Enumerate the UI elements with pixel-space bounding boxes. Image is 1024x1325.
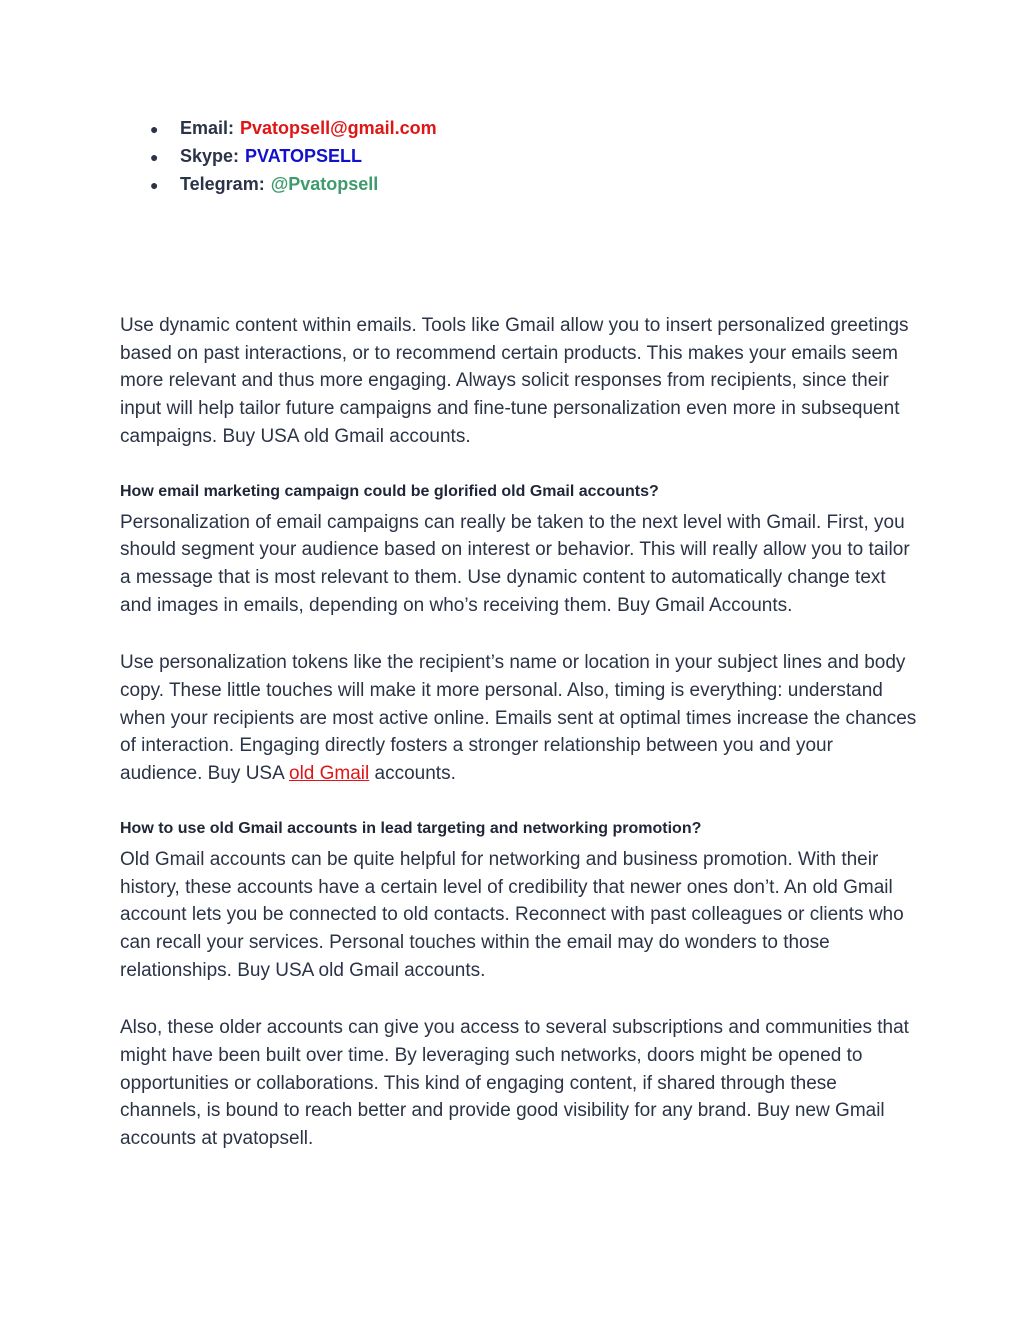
article-body bbox=[120, 312, 920, 1153]
contact-skype bbox=[150, 146, 437, 174]
skype-value: PVATOPSELL bbox=[245, 146, 363, 166]
contact-label: Email: bbox=[180, 118, 235, 138]
body-paragraph: Personalization of email campaigns can really be taken to the next level with Gmail. First, you should segment your audience based on interest or behavior. This will really allow you to tailor a message that is most relevant to them. Use dynamic content to automatically change text and images in emails, depending on who’s receiving them. Buy Gmail Accounts. bbox=[120, 511, 910, 616]
body-paragraph: Old Gmail accounts can be quite helpful for networking and business promotion. With their history, these accounts have a certain level of credibility that newer ones don’t. An old Gmail account lets you be connected to old contacts. Reconnect with past colleagues or clients who can recall your services. Personal touches within the email may do wonders to those relationships. Buy USA old Gmail accounts. bbox=[120, 848, 904, 981]
bullet-icon: ● bbox=[150, 121, 159, 137]
body-paragraph bbox=[120, 649, 920, 788]
bullet-icon: ● bbox=[150, 149, 159, 165]
body-paragraph: Also, these older accounts can give you access to several subscriptions and communities that might have been built over time. By leveraging such networks, doors might be opened to opportunities or collaborations. This kind of engaging content, if shared through these channels, is bound to reach better and provide good visibility for any brand. Buy new Gmail accounts at pvatopsell. bbox=[120, 1017, 909, 1150]
section-heading: How email marketing campaign could be glorified old Gmail accounts? bbox=[120, 482, 659, 500]
contact-label: Telegram: bbox=[180, 174, 265, 194]
email-value: Pvatopsell@gmail.com bbox=[240, 118, 437, 138]
old-gmail-link[interactable]: old Gmail bbox=[289, 763, 370, 785]
bullet-icon: ● bbox=[150, 177, 159, 193]
paragraph-text: Use personalization tokens like the recipient’s name or location in your subject lines and body copy. These little touches will make it more personal. Also, timing is everything: understand when your recipients are most active online. Emails sent at optimal times increase the chances of interaction. Engaging directly fosters a stronger relationship between you and your audience. Buy USA bbox=[120, 652, 917, 785]
contact-telegram bbox=[150, 174, 437, 202]
paragraph-text: accounts. bbox=[369, 763, 456, 785]
section-heading: How to use old Gmail accounts in lead targeting and networking promotion? bbox=[120, 819, 702, 837]
contact-email bbox=[150, 118, 437, 146]
intro-paragraph: Use dynamic content within emails. Tools like Gmail allow you to insert personalized greetings based on past interactions, or to recommend certain products. This makes your emails seem more relevant and thus more engaging. Always solicit responses from recipients, since their input will help tailor future campaigns and fine-tune personalization even more in subsequent campaigns. Buy USA old Gmail accounts. bbox=[120, 315, 909, 447]
telegram-value: @Pvatopsell bbox=[270, 174, 379, 194]
contact-label: Skype: bbox=[180, 146, 240, 166]
contact-list bbox=[150, 118, 437, 202]
